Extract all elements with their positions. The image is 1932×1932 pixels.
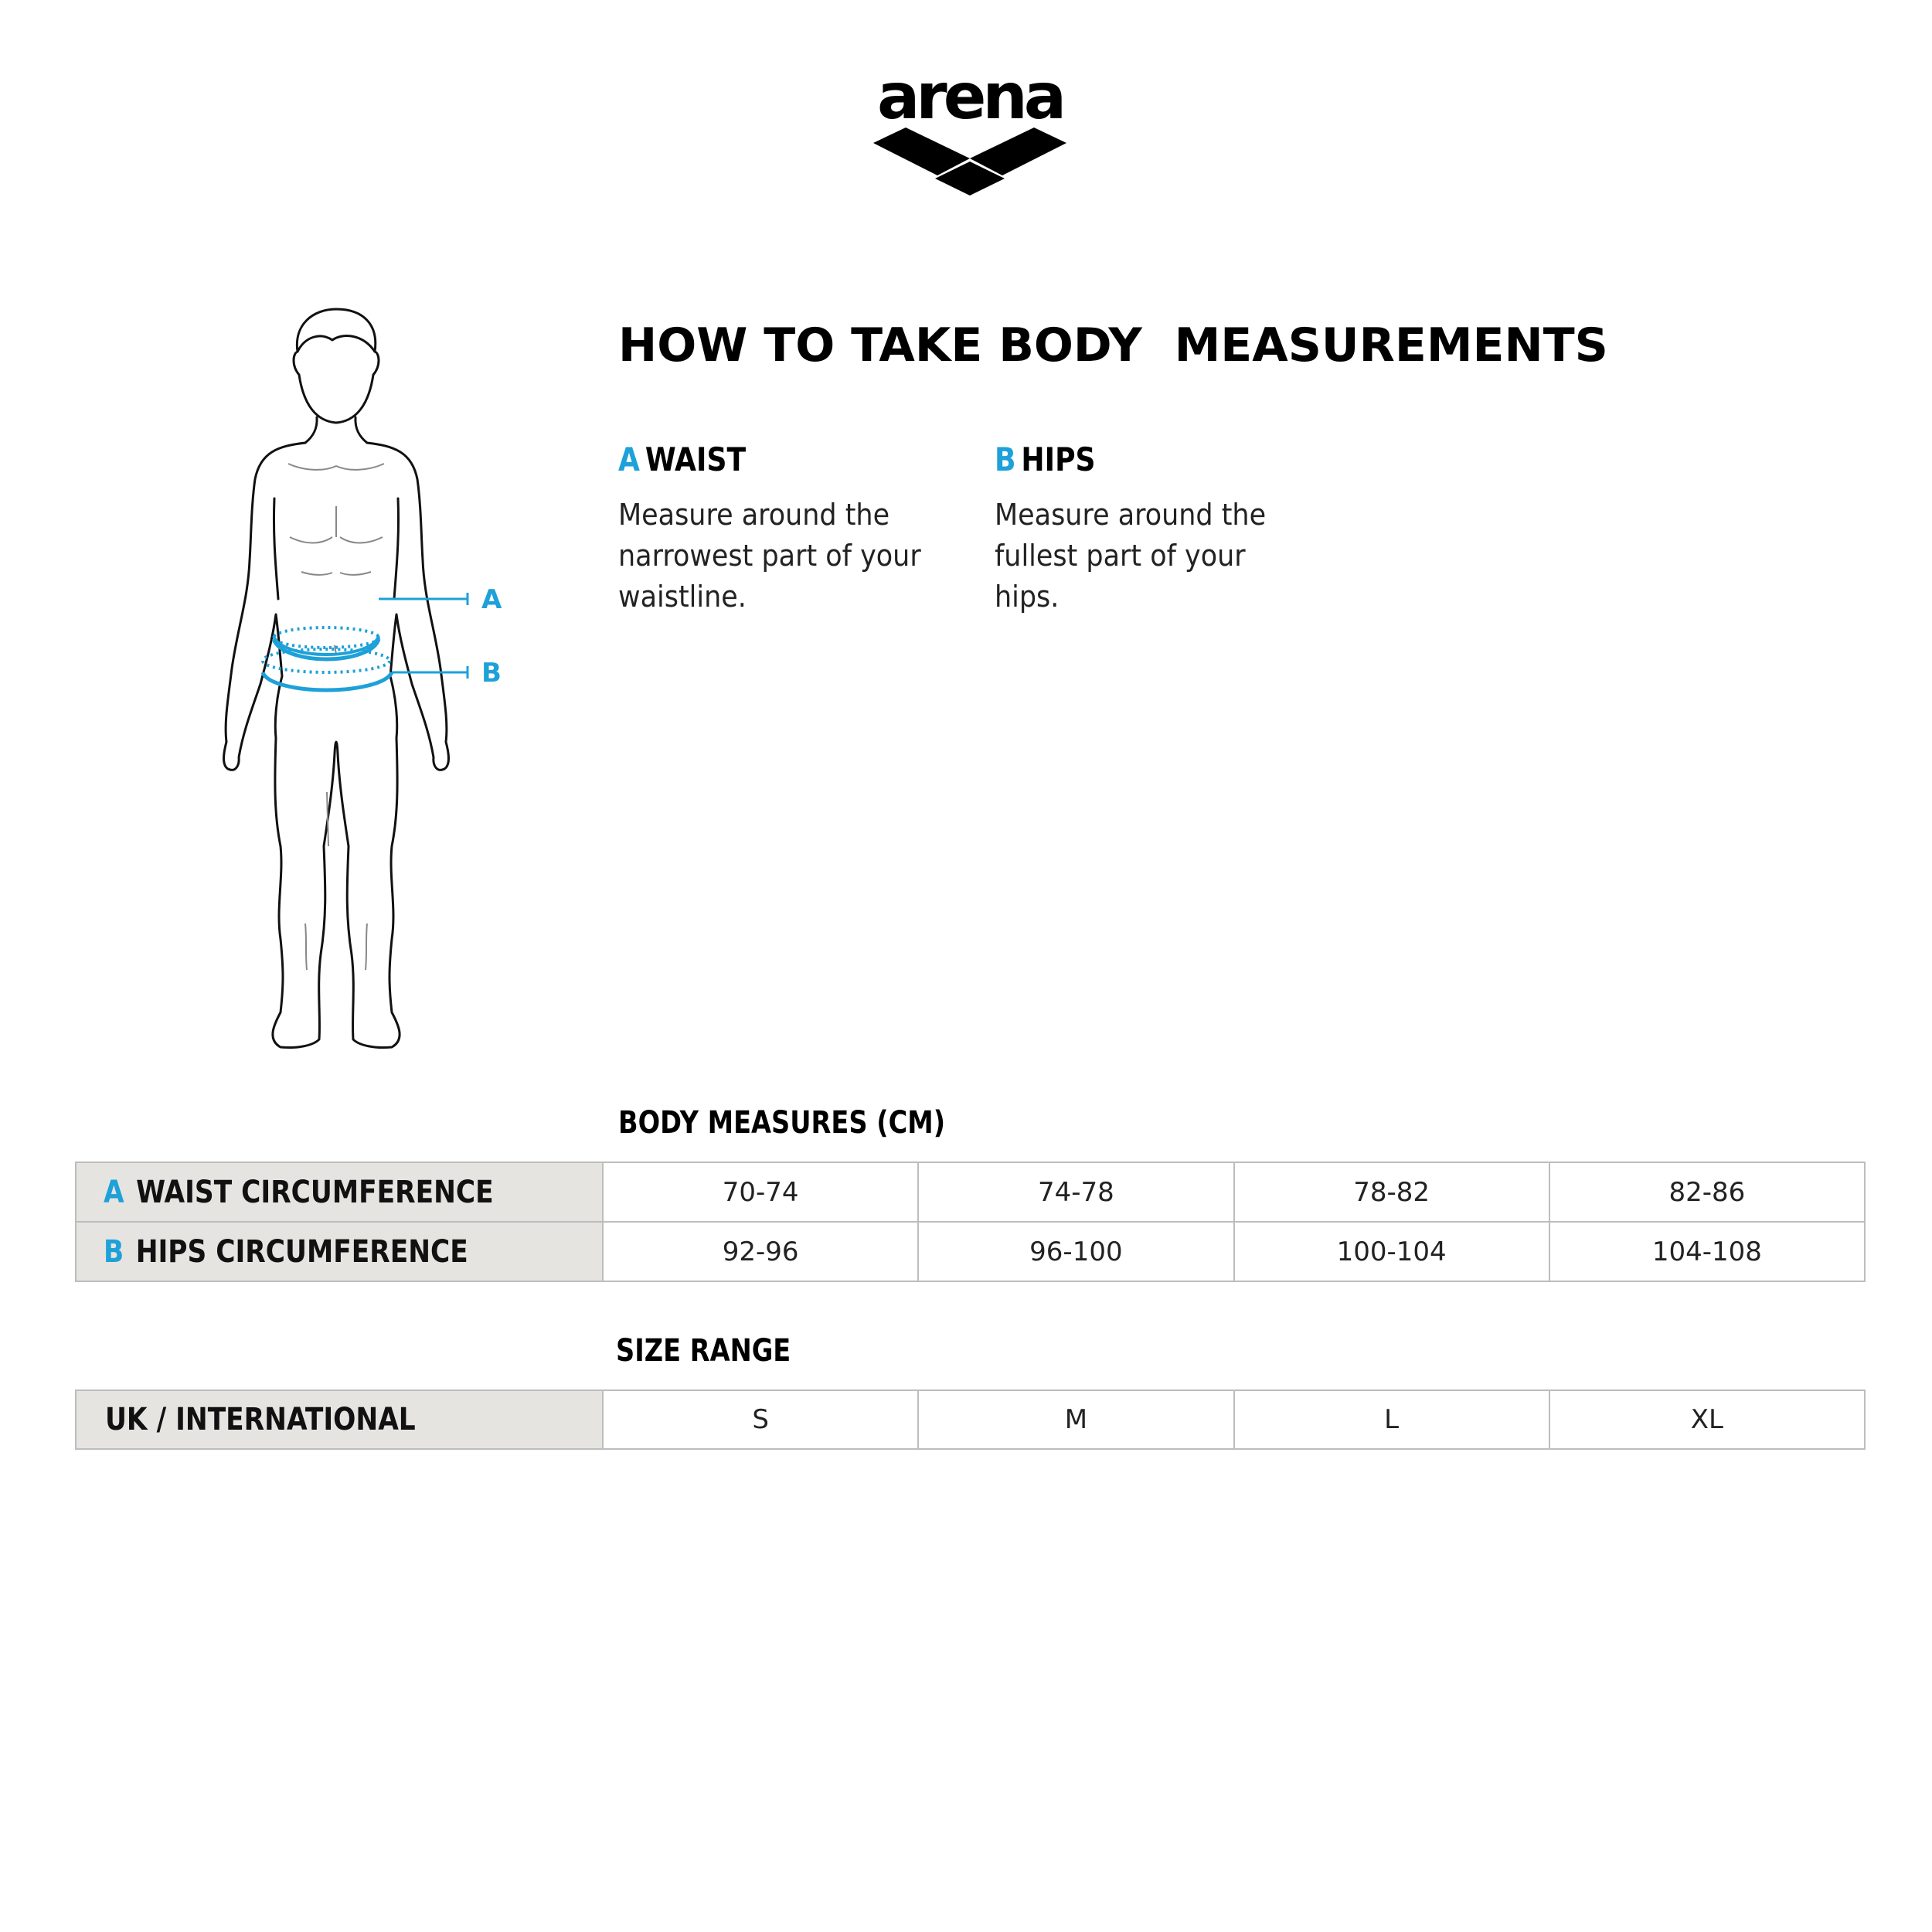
size-range-table [75, 1389, 1866, 1450]
table-cell: XL [1549, 1390, 1865, 1449]
hips-row-letter: B [104, 1233, 124, 1270]
diamond-logo-icon [873, 128, 1066, 213]
section-waist-letter: A [618, 440, 640, 478]
body-measures-table [75, 1162, 1866, 1282]
measurement-bands [189, 305, 514, 769]
table-cell: 92-96 [603, 1222, 918, 1281]
table-cell: S [603, 1390, 918, 1449]
section-waist-heading [618, 440, 746, 478]
section-hips-letter: B [995, 440, 1016, 478]
hips-label-cell [76, 1222, 603, 1281]
uk-international-label: UK / INTERNATIONAL [105, 1402, 416, 1437]
marker-a: A [481, 584, 502, 615]
table-row-uk-international [76, 1390, 1865, 1449]
section-hips-name: HIPS [1021, 440, 1096, 478]
table-cell: L [1234, 1390, 1549, 1449]
hips-band-line [263, 658, 502, 690]
size-range-heading: SIZE RANGE [616, 1333, 791, 1369]
uk-international-label-cell [76, 1390, 603, 1449]
table-cell: 78-82 [1234, 1162, 1549, 1222]
page-title: HOW TO TAKE BODY MEASUREMENTS [618, 318, 1608, 372]
table-cell: 82-86 [1549, 1162, 1865, 1222]
table-row-waist [76, 1162, 1865, 1222]
waist-row-label: WAIST CIRCUMFERENCE [136, 1174, 494, 1210]
table-cell: 104-108 [1549, 1222, 1865, 1281]
table-row-hips [76, 1222, 1865, 1281]
section-hips-description: Measure around the fullest part of your hips. [995, 498, 1267, 614]
brand-logo [873, 60, 1066, 213]
section-waist-name: WAIST [645, 440, 747, 478]
table-cell: 70-74 [603, 1162, 918, 1222]
section-hips-heading [995, 440, 1096, 478]
brand-wordmark: arena [876, 60, 1063, 134]
table-cell: 74-78 [918, 1162, 1233, 1222]
table-cell: 100-104 [1234, 1222, 1549, 1281]
table-cell: 96-100 [918, 1222, 1233, 1281]
waist-label-cell [76, 1162, 603, 1222]
section-waist-description: Measure around the narrowest part of your waistline. [618, 498, 921, 614]
table-cell: M [918, 1390, 1233, 1449]
hips-row-label: HIPS CIRCUMFERENCE [135, 1233, 468, 1270]
body-measures-heading: BODY MEASURES (CM) [618, 1105, 946, 1141]
marker-b: B [481, 658, 502, 689]
waist-row-letter: A [104, 1174, 124, 1210]
